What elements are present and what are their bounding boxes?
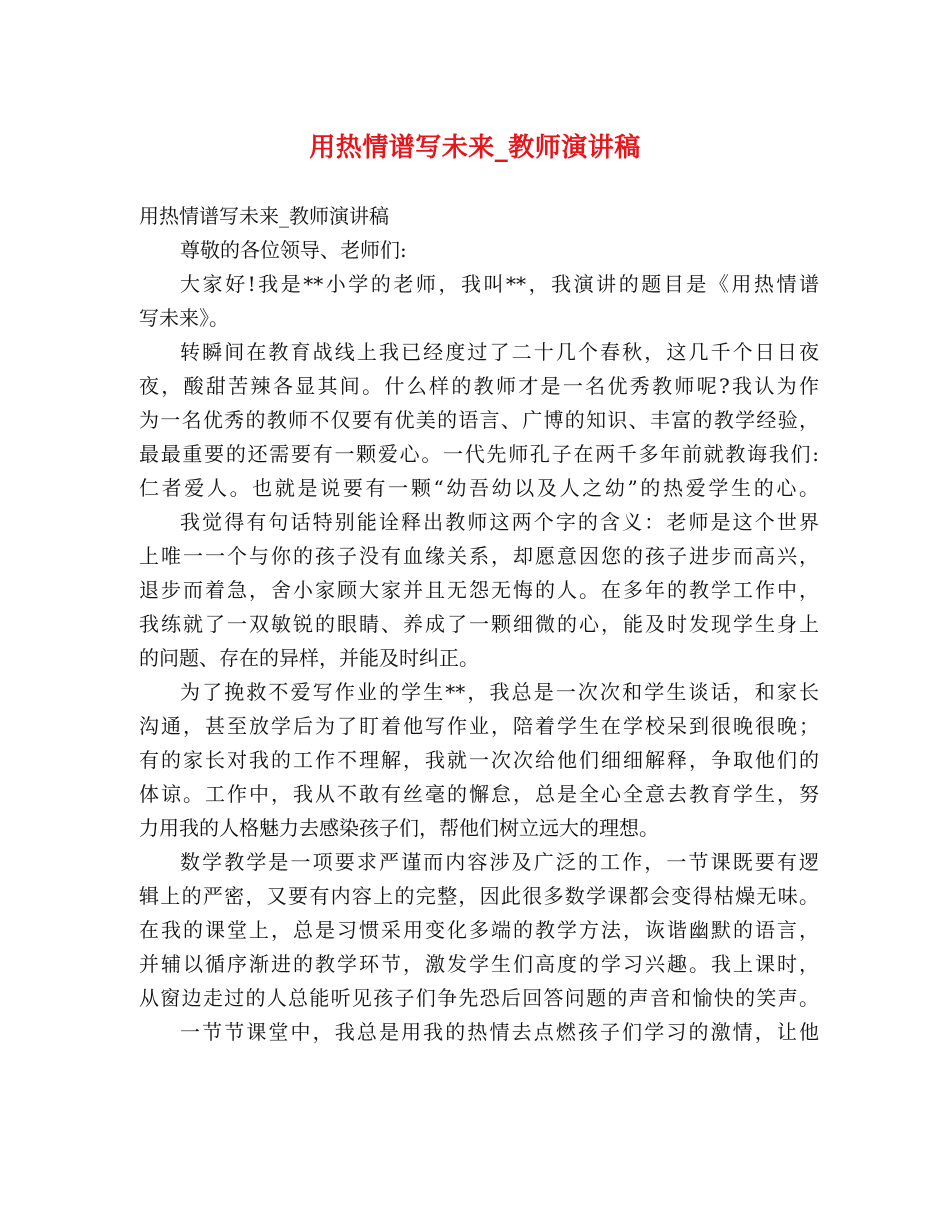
text-line: 我练就了一双敏锐的眼睛、养成了一颗细微的心，能及时发现学生身上 xyxy=(139,612,819,636)
text-line: 用热情谱写未来_教师演讲稿 xyxy=(139,204,389,228)
text-line: 辑上的严密，又要有内容上的完整，因此很多数学课都会变得枯燥无味。 xyxy=(139,884,819,908)
text-line: 转瞬间在教育战线上我已经度过了二十几个春秋，这几千个日日夜 xyxy=(180,340,819,364)
text-line: 从窗边走过的人总能听见孩子们争先恐后回答问题的声音和愉快的笑声。 xyxy=(139,986,819,1010)
text-line: 体谅。工作中，我从不敢有丝毫的懈怠，总是全心全意去教育学生，努 xyxy=(139,782,819,806)
text-line: 并辅以循序渐进的教学环节，激发学生们高度的学习兴趣。我上课时， xyxy=(139,952,819,976)
text-line: 有的家长对我的工作不理解，我就一次次给他们细细解释，争取他们的 xyxy=(139,748,819,772)
text-line: 数学教学是一项要求严谨而内容涉及广泛的工作，一节课既要有逻 xyxy=(180,850,819,874)
text-line: 为了挽救不爱写作业的学生**，我总是一次次和学生谈话，和家长 xyxy=(180,680,819,704)
text-line: 退步而着急，舍小家顾大家并且无怨无悔的人。在多年的教学工作中， xyxy=(139,578,819,602)
text-line: 的问题、存在的异样，并能及时纠正。 xyxy=(139,646,479,670)
text-line: 我觉得有句话特别能诠释出教师这两个字的含义：老师是这个世界 xyxy=(180,510,819,534)
text-line: 在我的课堂上，总是习惯采用变化多端的教学方法，诙谐幽默的语言， xyxy=(139,918,819,942)
text-line: 为一名优秀的教师不仅要有优美的语言、广博的知识、丰富的教学经验， xyxy=(139,408,819,432)
document-title: 用热情谱写未来_教师演讲稿 xyxy=(309,133,641,163)
document-body xyxy=(139,199,819,1049)
text-line: 力用我的人格魅力去感染孩子们，帮他们树立远大的理想。 xyxy=(139,816,659,840)
text-line: 大家好!我是**小学的老师，我叫**，我演讲的题目是《用热情谱 xyxy=(180,272,819,296)
text-line: 最最重要的还需要有一颗爱心。一代先师孔子在两千多年前就教诲我们: xyxy=(139,442,819,466)
text-line: 上唯一一个与你的孩子没有血缘关系，却愿意因您的孩子进步而高兴， xyxy=(139,544,819,568)
text-line: 仁者爱人。也就是说要有一颗“幼吾幼以及人之幼”的热爱学生的心。 xyxy=(139,476,819,500)
text-line: 沟通，甚至放学后为了盯着他写作业，陪着学生在学校呆到很晚很晚； xyxy=(139,714,819,738)
text-line: 写未来》。 xyxy=(139,306,229,330)
text-line: 夜，酸甜苦辣各显其间。什么样的教师才是一名优秀教师呢?我认为作 xyxy=(139,374,819,398)
text-line: 一节节课堂中，我总是用我的热情去点燃孩子们学习的激情，让他 xyxy=(180,1020,819,1044)
text-line: 尊敬的各位领导、老师们: xyxy=(180,238,407,262)
